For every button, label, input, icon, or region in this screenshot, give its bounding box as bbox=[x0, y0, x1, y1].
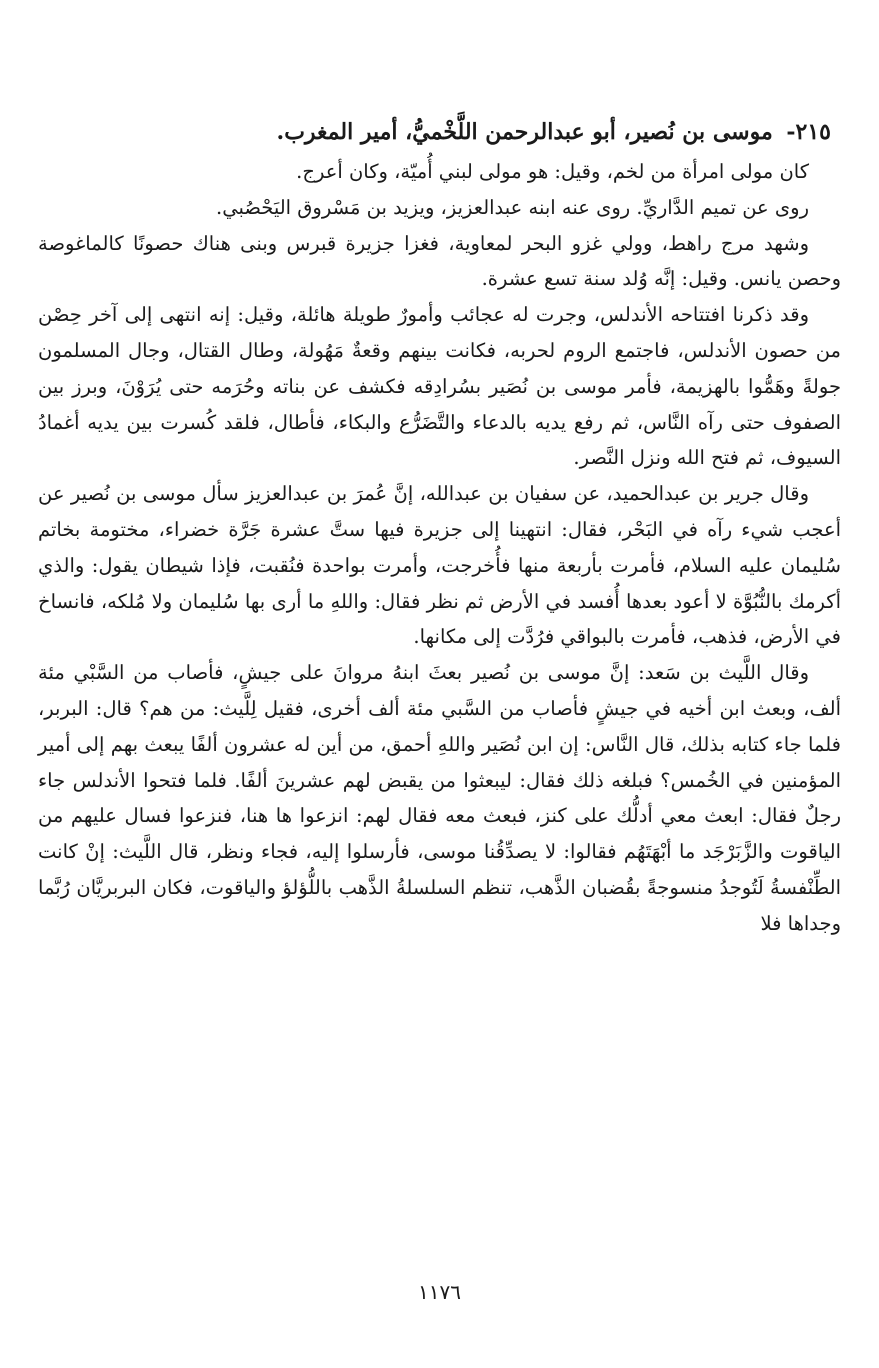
entry-heading bbox=[38, 112, 841, 152]
entry-title: موسى بن نُصير، أبو عبدالرحمن اللَّخْميُّ، أمير المغرب. bbox=[276, 119, 773, 145]
paragraph-laith-account: وقال اللَّيث بن سَعد: إنَّ موسى بن نُصير بعثَ ابنهُ مروانَ على جيشٍ، فأصاب من السَّبْي مئة ألف، وبعث ابن أخيه في جيشٍ فأصاب من السَّبي مئة ألف أخرى، فقيل لِلَّيث: من هم؟ قال: البربر، فلما جاء كتابه بذلك، قال النَّاس: إن ابن نُصَير واللهِ أحمق، من أين له عشرون ألفًا يبعث بهم إلى أمير المؤمنين في الخُمس؟ فبلغه ذلك فقال: ليبعثوا من يقبض لهم عشرينَ ألفًا. فلما فتحوا الأندلس جاء رجلٌ فقال: ابعث معي أدلُّك على كنز، فبعث معه فقال لهم: انزعوا ها هنا، فنزعوا فسال عليهم من الياقوت والزَّبَرْجَد ما أبْهَتَهُم فقالوا: لا يصدِّقُنا موسى، فأرسلوا إليه، فجاء ونظر، قال اللَّيث: إنْ كانت الطِّنْفسةُ لَتُوجدُ منسوجةً بقُضبان الذَّهب، تنظم السلسلةُ الذَّهب باللُّؤلؤ والياقوت، فكان البربريَّان رُبَّما وجداها فلا bbox=[38, 661, 841, 935]
page-number: ١١٧٦ bbox=[418, 1280, 461, 1304]
paragraph-campaigns: وشهد مرج راهط، وولي غزو البحر لمعاوية، فغزا جزيرة قبرس وبنى هناك حصونًا كالماغوصة وحصن يانس. وقيل: إنَّه وُلد سنة تسع عشرة. bbox=[38, 231, 841, 291]
paragraph-origin: كان مولى امرأة من لخم، وقيل: هو مولى لبني أُميّة، وكان أعرج. bbox=[296, 160, 809, 183]
paragraph-sea-wonder: وقال جرير بن عبدالحميد، عن سفيان بن عبدالله، إنَّ عُمرَ بن عبدالعزيز سأل موسى بن نُصير عن أعجب شيء رآه في البَحْر، فقال: انتهينا إلى جزيرة فيها ستَّ عشرة جَرَّة خضراء، مختومة بخاتم سُليمان عليه السلام، فأمرت بأربعة منها فأُخرجت، وأمرت بواحدة فنُقبت، فإذا شيطان يقول: والذي أكرمك بالنُّبُوَّة لا أعود بعدها أُفسد في الأرض ثم نظر فقال: واللهِ ما أرى بها سُليمان ولا مُلكه، فانساخ في الأرض، فذهب، فأمرت بالبواقي فرُدَّت إلى مكانها. bbox=[38, 482, 841, 649]
entry-number: ٢١٥- bbox=[786, 119, 831, 145]
book-page bbox=[38, 112, 841, 942]
paragraph-andalus: وقد ذكرنا افتتاحه الأندلس، وجرت له عجائب وأمورٌ طويلة هائلة، وقيل: إنه انتهى إلى آخر حِصْن من حصون الأندلس، فاجتمع الروم لحربه، فكانت بينهم وقعةٌ مَهُولة، وطال القتال، وجال المسلمون جولةً وهَمُّوا بالهزيمة، فأمر موسى بن نُصَير بسُرادِقه فكشف عن بناته وحُرَمه حتى يُرَوْنَ، وبرز بين الصفوف حتى رآه النَّاس، ثم رفع يديه بالدعاء والتَّضَرُّع والبكاء، فأطال، فلقد كُسرت بين يديه أغمادُ السيوف، ثم فتح الله ونزل النَّصر. bbox=[38, 303, 841, 470]
paragraph-narration: روى عن تميم الدَّاريِّ. روى عنه ابنه عبدالعزيز، ويزيد بن مَسْروق اليَحْصُبي. bbox=[216, 195, 809, 219]
